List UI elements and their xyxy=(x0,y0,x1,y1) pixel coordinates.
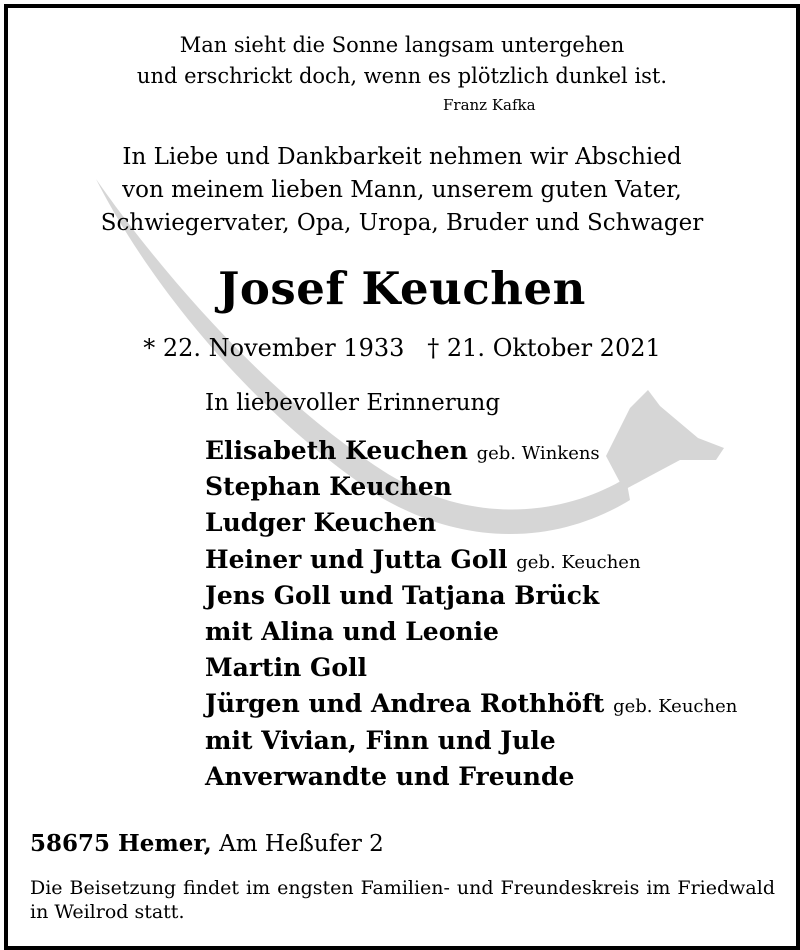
intro-line-1: In Liebe und Dankbarkeit nehmen wir Abschied xyxy=(122,144,682,170)
address-city: 58675 Hemer, xyxy=(30,830,212,857)
mourner-entry xyxy=(205,505,737,541)
mourner-note: geb. Keuchen xyxy=(516,551,641,573)
mourner-entry xyxy=(205,759,737,795)
mourner-name: Heiner und Jutta Goll xyxy=(205,544,508,574)
obituary-notice xyxy=(4,4,800,950)
mourner-entry xyxy=(205,433,737,469)
intro-line-3: Schwiegervater, Opa, Uropa, Bruder und Schwager xyxy=(100,210,704,236)
mourner-name: Jens Goll und Tatjana Brück xyxy=(205,580,600,610)
mourner-entry xyxy=(205,723,737,759)
mourner-name: mit Vivian, Finn und Jule xyxy=(205,725,556,755)
mourner-entry xyxy=(205,542,737,578)
quote-line-2: und erschrickt doch, wenn es plötzlich dunkel ist. xyxy=(136,64,668,88)
life-dates: * 22. November 1933 † 21. Oktober 2021 xyxy=(143,334,661,362)
mourner-name: Martin Goll xyxy=(205,653,367,683)
mourner-entry xyxy=(205,578,737,614)
mourner-entry xyxy=(205,614,737,650)
mourners-list xyxy=(205,433,737,795)
mourner-note: geb. Keuchen xyxy=(613,696,738,718)
memory-line: In liebevoller Erinnerung xyxy=(205,390,501,416)
mourner-name: Elisabeth Keuchen xyxy=(205,436,468,465)
mourner-entry xyxy=(205,650,737,686)
mourner-name: Ludger Keuchen xyxy=(205,508,437,538)
mourner-name: mit Alina und Leonie xyxy=(205,616,499,646)
address xyxy=(30,830,384,857)
intro-line-2: von meinem lieben Mann, unserem guten Vater, xyxy=(122,177,682,203)
mourner-name: Stephan Keuchen xyxy=(205,472,452,502)
quote-author: Franz Kafka xyxy=(443,96,536,114)
mourner-entry xyxy=(205,686,737,722)
deceased-name: Josef Keuchen xyxy=(218,262,586,315)
mourner-name: Anverwandte und Freunde xyxy=(205,761,575,791)
burial-note: Die Beisetzung findet im engsten Familien- und Freundeskreis im Friedwald in Weilrod statt. xyxy=(30,877,775,923)
mourner-note: geb. Winkens xyxy=(476,443,600,464)
mourner-name: Jürgen und Andrea Rothhöft xyxy=(205,689,605,719)
mourner-entry xyxy=(205,469,737,505)
quote-line-1: Man sieht die Sonne langsam untergehen xyxy=(179,33,625,57)
address-street: Am Heßufer 2 xyxy=(219,831,384,857)
